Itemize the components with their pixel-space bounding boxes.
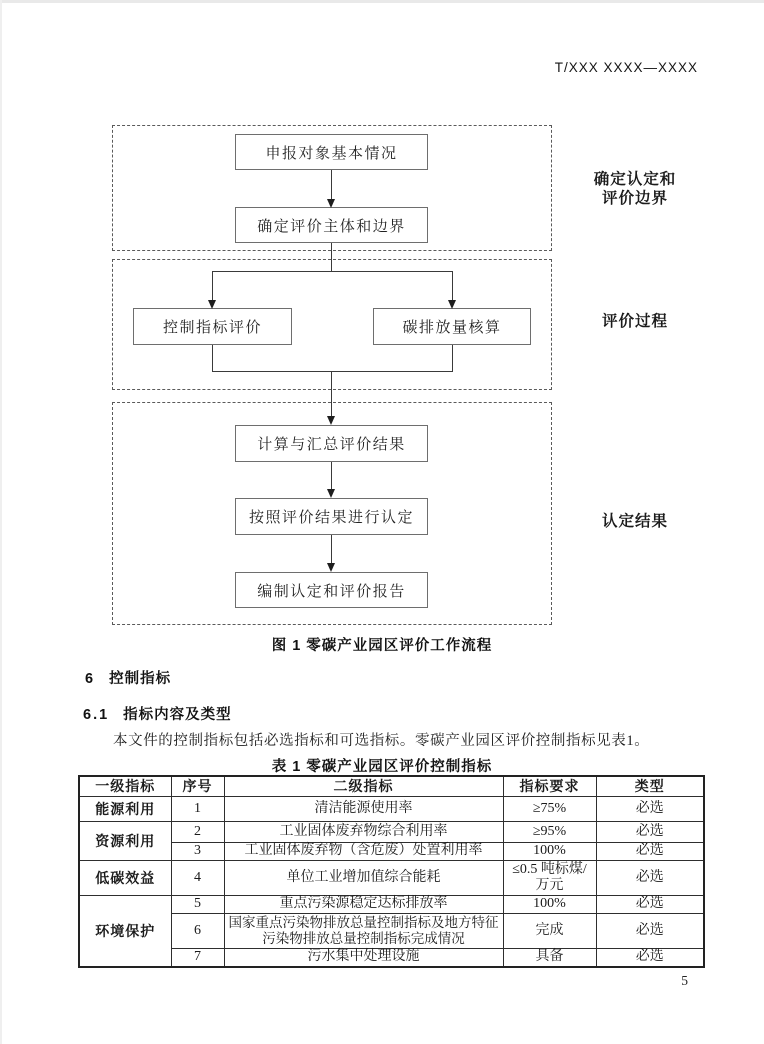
arrow-down-icon (327, 416, 335, 425)
stage-label-boundary (580, 170, 690, 208)
table-caption: 表 1 零碳产业园区评价控制指标 (271, 759, 493, 775)
table-row (79, 821, 704, 842)
no-cell: 6 (171, 913, 224, 948)
flow-line (212, 371, 453, 372)
indicator-cell: 清洁能源使用率 (224, 796, 503, 821)
flow-node-aggregate-results: 计算与汇总评价结果 (235, 425, 428, 462)
flow-line (452, 345, 453, 372)
type-cell: 必选 (596, 796, 704, 821)
col-header-level1: 一级指标 (79, 776, 171, 796)
stage-label-boundary-line1: 确定认定和 (593, 171, 677, 188)
flow-node-recognize-by-results: 按照评价结果进行认定 (235, 498, 428, 535)
arrow-down-icon (327, 489, 335, 498)
flow-node-define-boundary: 确定评价主体和边界 (235, 207, 428, 243)
stage-label-boundary-line2: 评价边界 (601, 190, 668, 207)
indicator-cell: 单位工业增加值综合能耗 (224, 860, 503, 895)
section-number: 6 (85, 671, 96, 687)
type-cell: 必选 (596, 948, 704, 967)
requirement-cell: ≥75% (503, 796, 596, 821)
col-header-level2: 二级指标 (224, 776, 503, 796)
table-row (79, 913, 704, 948)
stage-label-result: 认定结果 (601, 513, 668, 530)
table-row (79, 860, 704, 895)
type-cell: 必选 (596, 860, 704, 895)
table-row (79, 842, 704, 860)
type-cell: 必选 (596, 895, 704, 913)
flow-line (331, 462, 332, 491)
arrow-down-icon (327, 199, 335, 208)
table-row (79, 895, 704, 913)
table-row (79, 948, 704, 967)
indicator-cell: 工业固体废弃物综合利用率 (224, 821, 503, 842)
flow-line (331, 243, 332, 272)
no-cell: 3 (171, 842, 224, 860)
standard-number-header: T/XXX XXXX—XXXX (554, 60, 698, 75)
arrow-down-icon (327, 563, 335, 572)
category-cell: 环境保护 (79, 895, 171, 967)
flow-line (212, 345, 213, 372)
category-cell: 低碳效益 (79, 860, 171, 895)
flow-line (331, 170, 332, 201)
flow-line (212, 271, 453, 272)
page-number: 5 (681, 973, 688, 988)
indicator-cell: 工业固体废弃物（含危废）处置利用率 (224, 842, 503, 860)
no-cell: 4 (171, 860, 224, 895)
subsection-number: 6.1 (83, 707, 110, 723)
requirement-cell: 100% (503, 895, 596, 913)
type-cell: 必选 (596, 821, 704, 842)
indicator-cell: 国家重点污染物排放总量控制指标及地方特征污染物排放总量控制指标完成情况 (224, 913, 503, 948)
requirement-cell: 100% (503, 842, 596, 860)
section-heading (85, 667, 171, 688)
flow-node-carbon-accounting: 碳排放量核算 (373, 308, 531, 345)
flow-line (452, 271, 453, 301)
type-cell: 必选 (596, 913, 704, 948)
no-cell: 5 (171, 895, 224, 913)
flow-line (331, 535, 332, 565)
subsection-title: 指标内容及类型 (123, 707, 232, 723)
col-header-requirement: 指标要求 (503, 776, 596, 796)
requirement-cell: 具备 (503, 948, 596, 967)
stage-label-process: 评价过程 (601, 313, 668, 330)
indicator-cell: 污水集中处理设施 (224, 948, 503, 967)
flow-node-compile-report: 编制认定和评价报告 (235, 572, 428, 608)
category-cell: 能源利用 (79, 796, 171, 821)
no-cell: 1 (171, 796, 224, 821)
no-cell: 7 (171, 948, 224, 967)
no-cell: 2 (171, 821, 224, 842)
requirement-cell: ≤0.5 吨标煤/万元 (503, 860, 596, 895)
arrow-down-icon (448, 300, 456, 309)
table-row (79, 796, 704, 821)
flow-node-basic-info: 申报对象基本情况 (235, 134, 428, 170)
col-header-no: 序号 (171, 776, 224, 796)
flow-node-control-indicator-eval: 控制指标评价 (133, 308, 292, 345)
figure-caption: 图 1 零碳产业园区评价工作流程 (271, 638, 493, 654)
control-indicator-table (78, 775, 705, 968)
section-title: 控制指标 (109, 671, 172, 687)
category-cell: 资源利用 (79, 821, 171, 860)
col-header-type: 类型 (596, 776, 704, 796)
indicator-cell: 重点污染源稳定达标排放率 (224, 895, 503, 913)
flow-line (331, 371, 332, 418)
body-paragraph: 本文件的控制指标包括必选指标和可选指标。零碳产业园区评价控制指标见表1。 (113, 733, 650, 749)
type-cell: 必选 (596, 842, 704, 860)
table-header-row (79, 776, 704, 796)
arrow-down-icon (208, 300, 216, 309)
subsection-heading (83, 703, 232, 724)
requirement-cell: 完成 (503, 913, 596, 948)
flow-line (212, 271, 213, 301)
requirement-cell: ≥95% (503, 821, 596, 842)
